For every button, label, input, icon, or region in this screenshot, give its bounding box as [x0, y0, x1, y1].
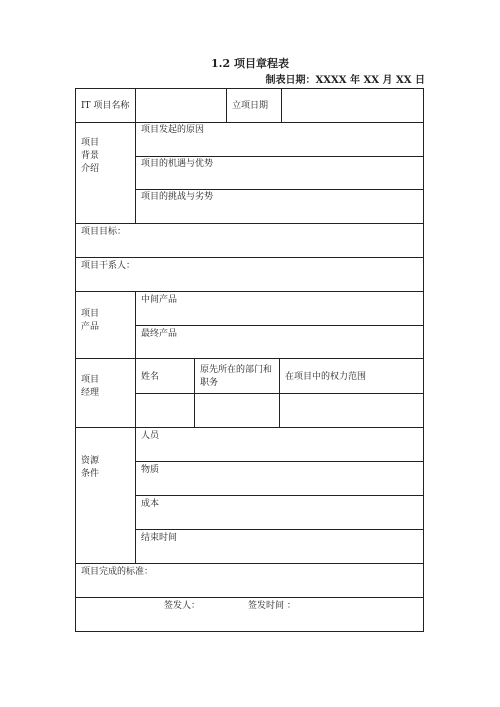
project-charter-table: [75, 88, 424, 632]
background-challenges: 项目的挑战与劣势: [141, 192, 214, 202]
row-divider: [135, 325, 423, 326]
manager-label-2: 经理: [81, 388, 100, 398]
background-label-3: 介绍: [81, 164, 100, 174]
background-label-1: 项目: [81, 138, 100, 148]
column-divider: [279, 358, 280, 427]
resources-label-1: 资源: [81, 456, 100, 466]
row-divider: [76, 223, 423, 224]
manager-label-1: 项目: [81, 375, 100, 385]
row-divider: [76, 358, 423, 359]
products-label-1: 项目: [81, 309, 100, 319]
column-divider: [135, 291, 136, 358]
background-label-2: 背景: [81, 151, 100, 161]
row-divider: [76, 291, 423, 292]
resources-cost: 成本: [141, 499, 160, 509]
background-reason: 项目发起的原因: [141, 125, 205, 135]
column-divider: [226, 89, 227, 122]
column-divider: [194, 358, 195, 427]
table-date: 制表日期：XXXX 年 XX 月 XX 日: [265, 75, 425, 86]
stakeholders-label: 项目干系人：: [81, 261, 136, 271]
start-date-label: 立项日期: [232, 101, 269, 111]
row-divider: [76, 257, 423, 258]
resources-materials: 物质: [141, 465, 160, 475]
manager-dept-header-2: 职务: [200, 378, 219, 388]
final-product: 最终产品: [141, 329, 178, 339]
project-name-label: IT 项目名称: [81, 101, 130, 111]
row-divider: [135, 529, 423, 530]
column-divider: [135, 427, 136, 563]
sign-time-label: 签发时间 ：: [248, 601, 296, 611]
row-divider: [135, 461, 423, 462]
page-title: 1.2 项目章程表: [211, 57, 289, 70]
intermediate-product: 中间产品: [141, 295, 178, 305]
resources-personnel: 人员: [141, 431, 160, 441]
manager-name-header: 姓名: [141, 372, 160, 382]
row-divider: [76, 563, 423, 564]
row-divider: [135, 495, 423, 496]
resources-label-2: 条件: [81, 469, 100, 479]
resources-end-time: 结束时间: [141, 533, 178, 543]
products-label-2: 产品: [81, 322, 100, 332]
goal-label: 项目目标：: [81, 227, 127, 237]
row-divider: [135, 156, 423, 157]
manager-authority-header: 在项目中的权力范围: [285, 372, 367, 382]
manager-dept-header-1: 原先所在的部门和: [200, 365, 273, 375]
column-divider: [135, 358, 136, 427]
signer-label: 签发人：: [164, 601, 201, 611]
row-divider: [76, 122, 423, 123]
row-divider: [76, 427, 423, 428]
column-divider: [281, 89, 282, 122]
completion-label: 项目完成的标准：: [81, 567, 154, 577]
column-divider: [135, 122, 136, 223]
row-divider: [135, 189, 423, 190]
background-opportunities: 项目的机遇与优势: [141, 159, 214, 169]
column-divider: [135, 89, 136, 122]
row-divider: [76, 597, 423, 598]
